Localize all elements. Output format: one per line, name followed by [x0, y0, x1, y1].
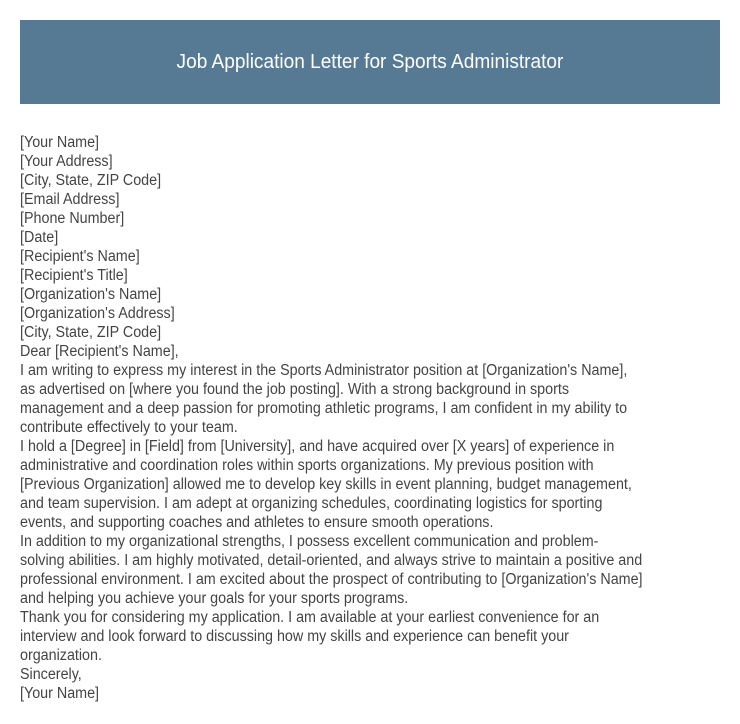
paragraph-line: as advertised on [where you found the job posting]. With a strong background in sports [20, 381, 570, 398]
signature-name: [Your Name] [20, 685, 100, 702]
paragraph-line: Thank you for considering my application. I am available at your earliest convenience for an [20, 609, 600, 626]
paragraph-line: contribute effectively to your team. [20, 419, 238, 436]
paragraph-line: management and a deep passion for promoting athletic programs, I am confident in my ability to [20, 400, 628, 417]
paragraph-line: I am writing to express my interest in the Sports Administrator position at [Organization's Name], [20, 362, 628, 379]
paragraph-line: interview and look forward to discussing how my skills and experience can benefit your [20, 628, 569, 645]
paragraph-strengths [20, 532, 727, 608]
letter-body [20, 133, 720, 703]
paragraph-line: organization. [20, 647, 102, 664]
paragraph-experience [20, 437, 727, 532]
sender-name: [Your Name] [20, 134, 100, 151]
paragraph-line: In addition to my organizational strengths, I possess excellent communication and problem- [20, 533, 599, 550]
paragraph-closing [20, 608, 727, 665]
recipient-city-state-zip: [City, State, ZIP Code] [20, 324, 162, 341]
paragraph-line: professional environment. I am excited about the prospect of contributing to [Organization's Name] [20, 571, 643, 588]
paragraph-line: and team supervision. I am adept at organizing schedules, coordinating logistics for sporting [20, 495, 603, 512]
paragraph-line: [Previous Organization] allowed me to develop key skills in event planning, budget management, [20, 476, 632, 493]
paragraph-line: administrative and coordination roles within sports organizations. My previous position with [20, 457, 594, 474]
recipient-name: [Recipient's Name] [20, 248, 140, 265]
sender-phone: [Phone Number] [20, 210, 125, 227]
closing-phrase: Sincerely, [20, 666, 82, 683]
paragraph-introduction [20, 361, 727, 437]
paragraph-line: and helping you achieve your goals for your sports programs. [20, 590, 409, 607]
letter-date: [Date] [20, 229, 59, 246]
sender-city-state-zip: [City, State, ZIP Code] [20, 172, 162, 189]
page-header [20, 20, 720, 104]
sender-block [20, 133, 727, 228]
letter-content [20, 133, 727, 703]
recipient-organization: [Organization's Name] [20, 286, 162, 303]
recipient-address: [Organization's Address] [20, 305, 175, 322]
salutation: Dear [Recipient's Name], [20, 343, 179, 360]
paragraph-line: I hold a [Degree] in [Field] from [University], and have acquired over [X years] of experience in [20, 438, 615, 455]
page-title: Job Application Letter for Sports Administrator [176, 50, 564, 73]
paragraph-line: solving abilities. I am highly motivated, detail-oriented, and always strive to maintain a positive and [20, 552, 643, 569]
recipient-block [20, 247, 727, 342]
paragraph-line: events, and supporting coaches and athletes to ensure smooth operations. [20, 514, 494, 531]
recipient-title: [Recipient's Title] [20, 267, 128, 284]
sender-email: [Email Address] [20, 191, 120, 208]
sender-address: [Your Address] [20, 153, 113, 170]
